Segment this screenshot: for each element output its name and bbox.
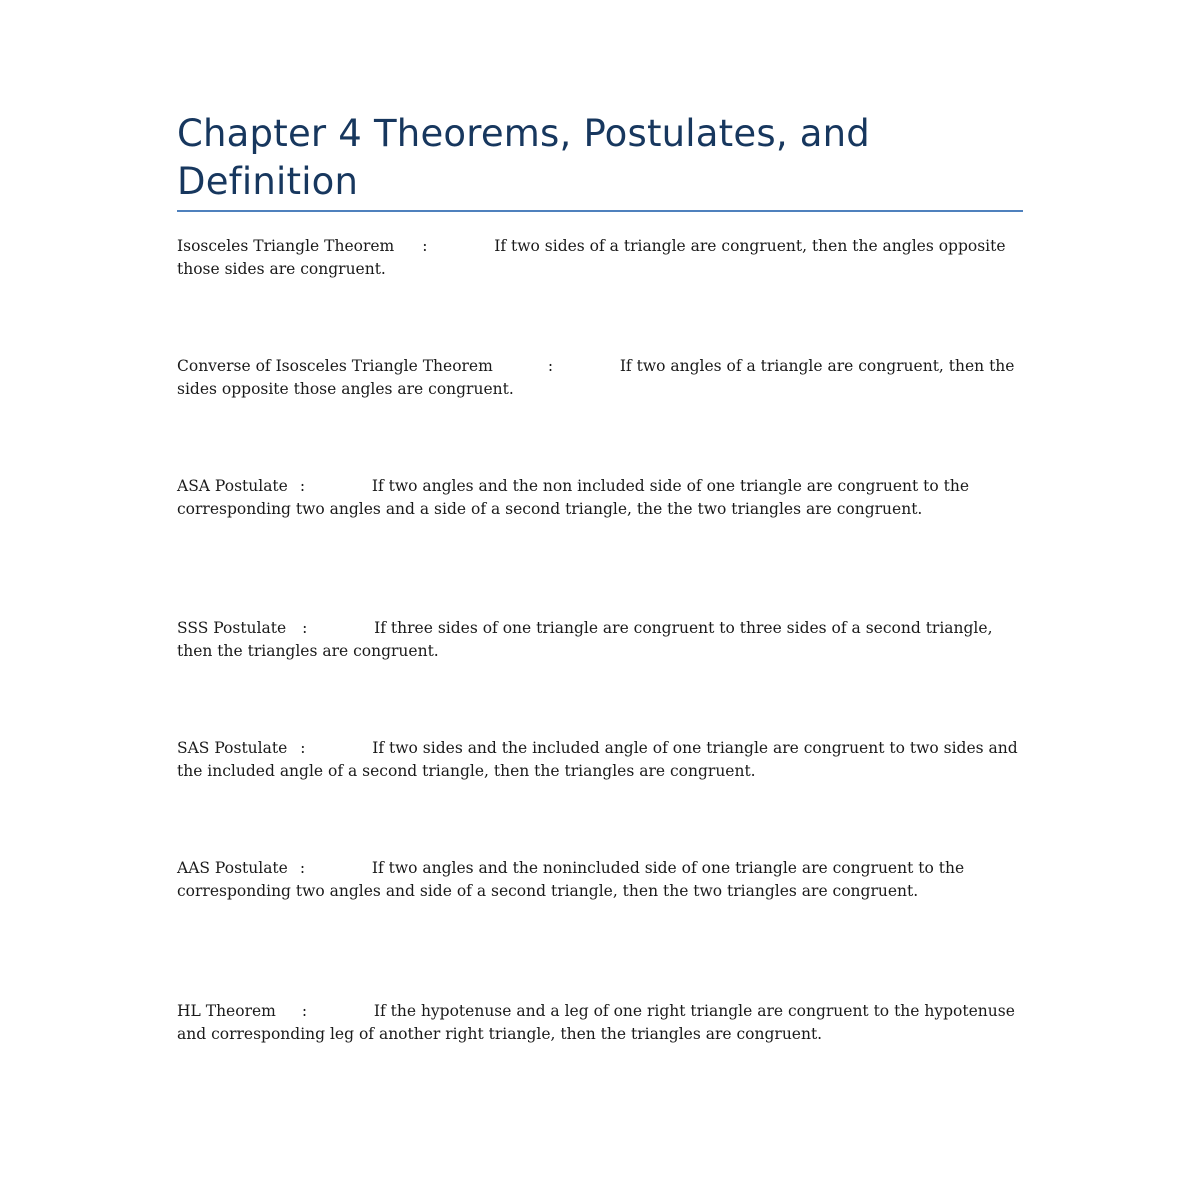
entry-isosceles-triangle-theorem (177, 235, 1027, 280)
page-title: Chapter 4 Theorems, Postulates, and Definition (177, 112, 870, 203)
entry-definition: If three sides of one triangle are congruent to three sides of a second triangle, then the triangles are congruent. (177, 619, 993, 660)
title-divider (177, 210, 1023, 212)
entry-sss-postulate (177, 617, 1027, 662)
entry-term: ASA Postulate (177, 477, 288, 495)
entry-sas-postulate (177, 737, 1027, 782)
entry-definition: If two angles and the non included side of one triangle are congruent to the corresponding two angles and a side of a second triangle, the the two triangles are congruent. (177, 477, 970, 518)
entry-term: SAS Postulate (177, 739, 288, 757)
entry-definition: If two angles of a triangle are congruent, then the sides opposite those angles are congruent. (177, 357, 1015, 398)
entry-separator: : (299, 859, 306, 877)
entry-definition: If two sides and the included angle of one triangle are congruent to two sides and the included angle of a second triangle, then the triangles are congruent. (177, 739, 1018, 780)
entry-definition: If two sides of a triangle are congruent, then the angles opposite those sides are congruent. (177, 237, 1006, 278)
entry-definition: If two angles and the nonincluded side of one triangle are congruent to the corresponding two angles and side of a second triangle, then the two triangles are congruent. (177, 859, 965, 900)
entry-aas-postulate (177, 857, 1027, 902)
entry-term: SSS Postulate (177, 619, 287, 637)
entry-term: HL Theorem (177, 1002, 276, 1020)
entry-separator: : (302, 619, 308, 637)
entry-separator: : (301, 1002, 308, 1020)
entry-separator: : (299, 477, 306, 495)
entry-separator: : (422, 237, 428, 255)
entry-hl-theorem (177, 1000, 1027, 1045)
entry-term: Converse of Isosceles Triangle Theorem (177, 357, 493, 375)
entry-separator: : (547, 357, 554, 375)
entry-definition: If the hypotenuse and a leg of one right triangle are congruent to the hypotenuse and corresponding leg of another right triangle, then the triangles are congruent. (177, 1002, 1015, 1043)
entry-term: AAS Postulate (177, 859, 288, 877)
entry-asa-postulate (177, 475, 1027, 520)
entry-term: Isosceles Triangle Theorem (177, 237, 395, 255)
entry-separator: : (300, 739, 306, 757)
entry-converse-isosceles-triangle-theorem (177, 355, 1027, 400)
